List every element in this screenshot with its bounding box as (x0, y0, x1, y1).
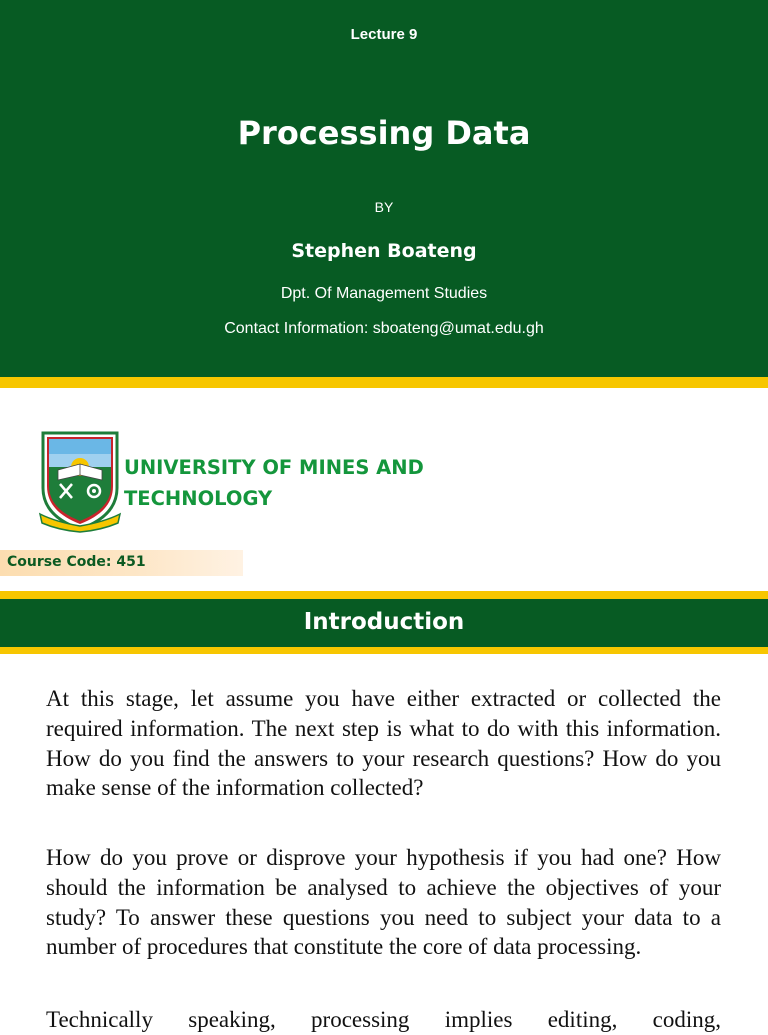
gold-divider (0, 591, 768, 599)
gold-divider (0, 377, 768, 388)
paragraph: At this stage, let assume you have either extracted or collected the required information. The next step is what to do with this information. How do you find the answers to your research questions? How do you make sense of the information collected? (46, 686, 721, 801)
course-code-bar (0, 550, 243, 576)
author-name: Stephen Boateng (291, 240, 477, 262)
by-label: BY (374, 199, 394, 215)
section-heading: Introduction (303, 609, 465, 635)
lecture-number: Lecture 9 (350, 26, 418, 43)
university-name (124, 452, 424, 514)
section-header-bar (0, 599, 768, 647)
paragraph: Technically speaking, processing implies editing, coding, (46, 1007, 721, 1032)
university-crest-icon (38, 430, 122, 534)
gold-divider (0, 647, 768, 654)
paragraph: How do you prove or disprove your hypothesis if you had one? How should the information be analysed to achieve the objectives of your study? To answer these questions you need to subject your data to a number of procedures that constitute the core of data processing. (46, 845, 721, 960)
title-slide (0, 0, 768, 377)
university-name-line2: TECHNOLOGY (124, 487, 273, 510)
course-code: Course Code: 451 (7, 554, 146, 570)
department: Dpt. Of Management Studies (280, 285, 488, 302)
contact-info: Contact Information: sboateng@umat.edu.gh (224, 320, 544, 337)
university-name-line1: UNIVERSITY OF MINES AND (124, 456, 424, 479)
slide-title: Processing Data (237, 114, 531, 152)
